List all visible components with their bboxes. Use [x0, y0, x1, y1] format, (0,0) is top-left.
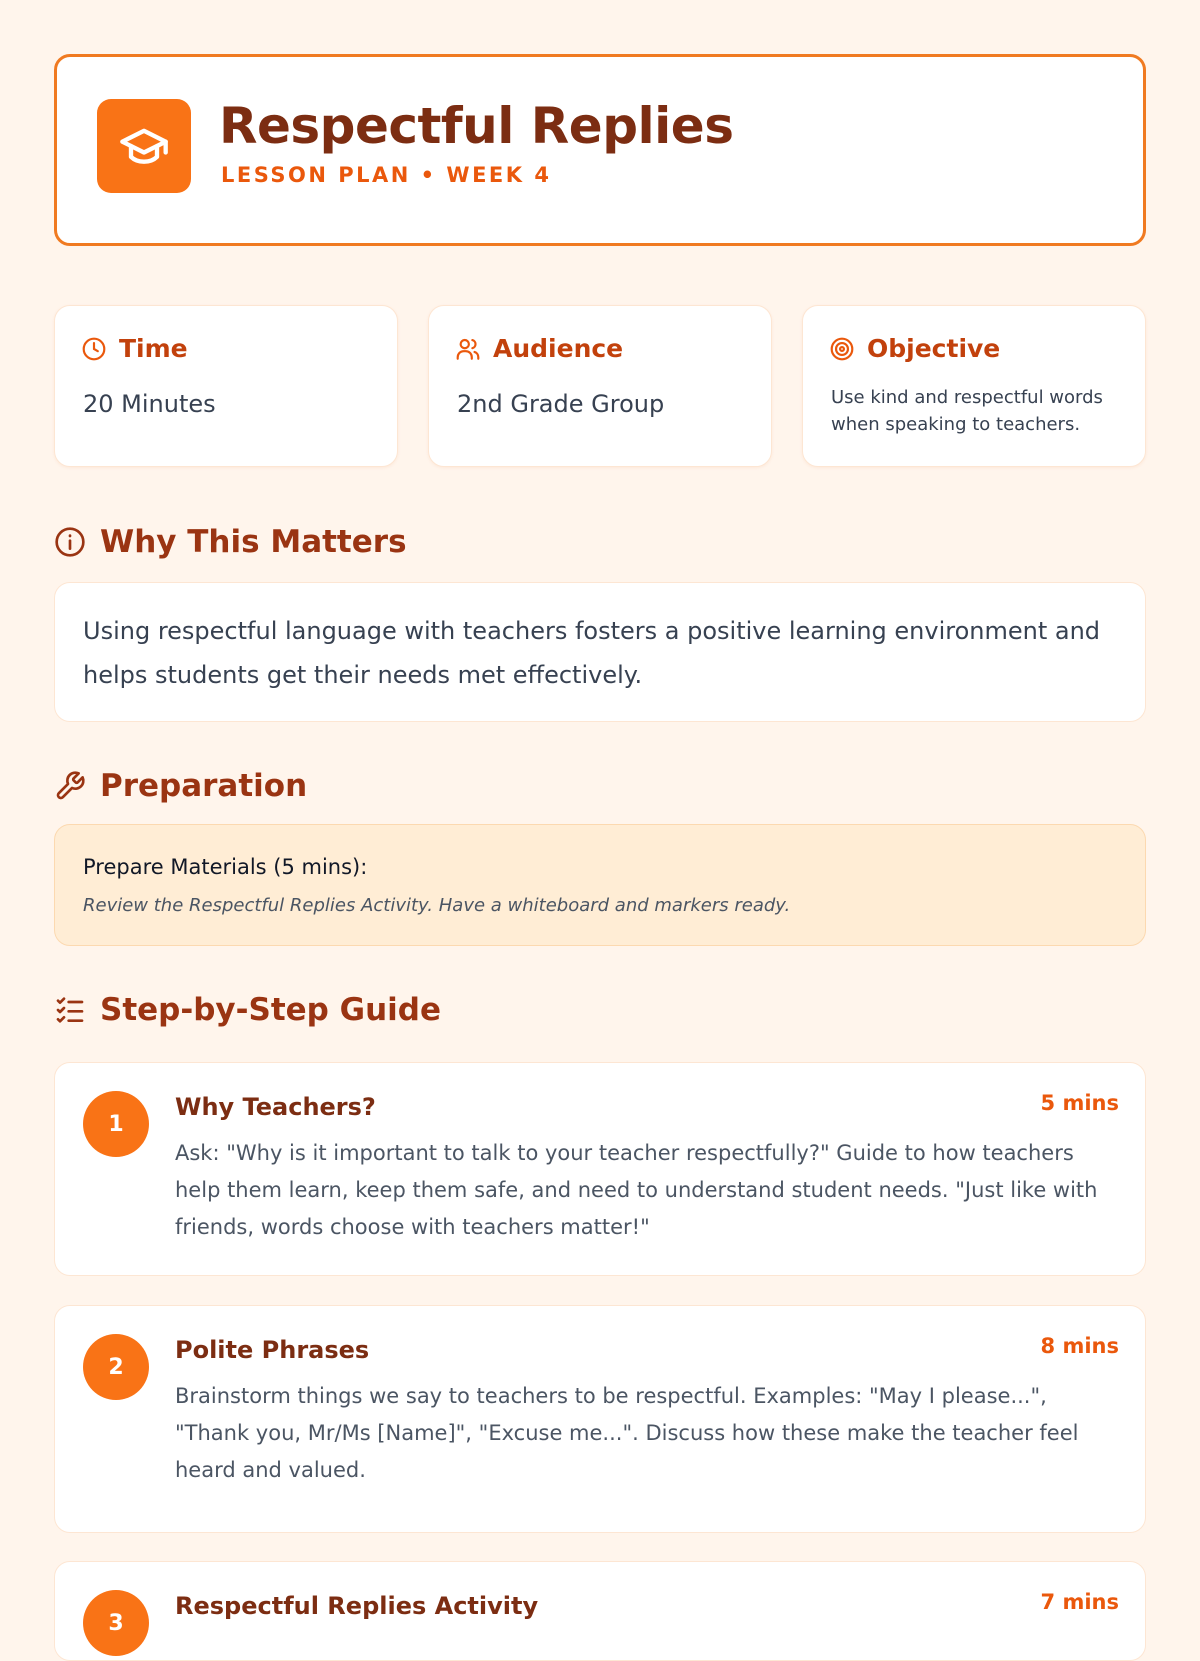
info-card-time [54, 305, 398, 467]
info-card-header [455, 334, 623, 363]
checklist-icon [54, 994, 86, 1026]
step-number: 1 [83, 1091, 149, 1157]
why-card [54, 582, 1146, 722]
why-text: Using respectful language with teachers fosters a positive learning environment and helps students get their needs met effectively. [83, 617, 1101, 689]
step-duration: 5 mins [1040, 1091, 1119, 1115]
step-title: Polite Phrases [175, 1336, 370, 1364]
section-heading-preparation [54, 768, 307, 804]
info-card-label: Objective [867, 334, 1001, 363]
step-number: 3 [83, 1590, 149, 1656]
step-duration: 8 mins [1040, 1334, 1119, 1358]
section-heading-why [54, 524, 407, 560]
clock-icon [81, 336, 107, 362]
info-card-objective [802, 305, 1146, 467]
page-title: Respectful Replies [219, 97, 734, 155]
step-description: Brainstorm things we say to teachers to be respectful. Examples: "May I please...", "Thank you, Mr/Ms [Name]", "Excuse me...". Discuss how these make the teacher feel heard and valued. [175, 1384, 1079, 1482]
lesson-header [54, 54, 1146, 246]
wrench-icon [54, 770, 86, 802]
step-card [54, 1062, 1146, 1276]
preparation-title: Prepare Materials (5 mins): [83, 855, 368, 879]
info-card-value: 20 Minutes [83, 390, 216, 418]
section-heading-label: Why This Matters [100, 524, 407, 560]
section-heading-label: Step-by-Step Guide [100, 992, 441, 1028]
step-card [54, 1305, 1146, 1533]
page-subtitle: LESSON PLAN • WEEK 4 [221, 163, 552, 187]
step-duration: 7 mins [1040, 1590, 1119, 1614]
info-card-header [829, 334, 1000, 363]
step-card [54, 1561, 1146, 1661]
info-card-header [81, 334, 188, 363]
info-card-label: Audience [493, 334, 624, 363]
info-card-value: 2nd Grade Group [457, 390, 665, 418]
info-icon [54, 526, 86, 558]
preparation-card [54, 824, 1146, 946]
users-icon [455, 336, 481, 362]
step-number: 2 [83, 1334, 149, 1400]
step-description: Ask: "Why is it important to talk to your teacher respectfully?" Guide to how teachers help them learn, keep them safe, and need to understand student needs. "Just like with friends, words choose with teachers matter!" [175, 1141, 1098, 1239]
info-card-audience [428, 305, 772, 467]
preparation-text: Review the Respectful Replies Activity. Have a whiteboard and markers ready. [83, 895, 791, 916]
target-icon [829, 336, 855, 362]
section-heading-guide [54, 992, 441, 1028]
step-title: Why Teachers? [175, 1093, 376, 1121]
step-title: Respectful Replies Activity [175, 1592, 539, 1620]
graduation-cap-icon [97, 99, 191, 193]
section-heading-label: Preparation [100, 768, 308, 804]
info-card-value: Use kind and respectful words when speaking to teachers. [831, 387, 1103, 435]
info-card-label: Time [119, 334, 188, 363]
